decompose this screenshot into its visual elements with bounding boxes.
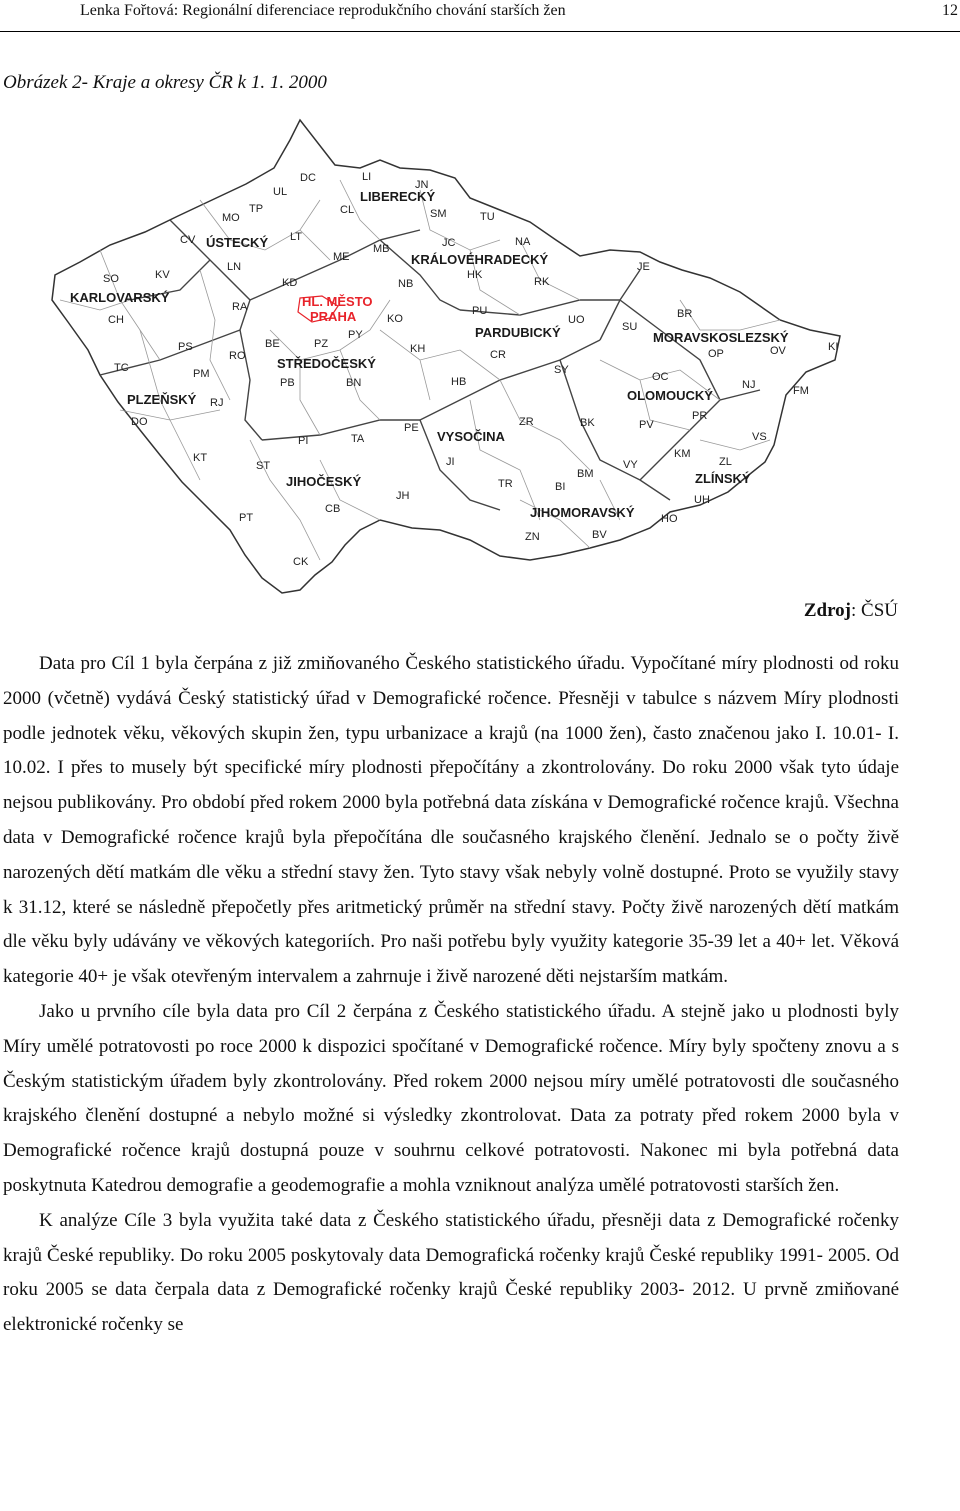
- district-label: SM: [430, 208, 447, 220]
- district-label: PU: [472, 305, 488, 317]
- district-label: ZN: [525, 531, 540, 543]
- region-label-ustecky: ÚSTECKÝ: [206, 235, 269, 250]
- district-label: CK: [293, 556, 309, 568]
- region-label-karlovarsky: KARLOVARSKÝ: [70, 290, 170, 305]
- district-label: ZL: [719, 456, 732, 468]
- district-label: HB: [451, 376, 467, 388]
- paragraph: Data pro Cíl 1 byla čerpána z již zmiňovaného Českého statistického úřadu. Vypočítané míry plodnosti od roku 2000 (včetně) vydává Český statistický úřad v Demografické ročence. Přesněji v tabulce s názvem Míry plodnosti podle jednotek věku, věkových skupin žen, typu urbanizace a krajů (na 1000 žen), často značenou jako I. 10.01- I. 10.02. I přes to musely být specifické míry plodnosti přepočítány a zkontrolovány. Do roku 2000 však tyto údaje nejsou publikovány. Pro období před rokem 2000 byla potřebná data získána v Demografické ročence krajů. Všechna data v Demografické ročence krajů byla přepočítána dle současného krajského členění. Jednalo se o počty živě narozených dětí matkám dle věku a střední stavy žen. Tyto stavy však nebyly volně dostupné. Proto se využily stavy k 31.12, které se následně přepočetly přes aritmetický průměr na střední stavy. Počty živě narozených dětí matkám dle věku byly udávány ve věkových kategoriích. Pro naši potřebu byly využity kategorie 35-39 let a 40+ let. Věková kategorie 40+ je však otevřeným intervalem a zahrnuje i živě narozené děti nejstarším matkám.: [3, 653, 899, 988]
- district-label: PB: [280, 377, 295, 389]
- district-label: PE: [404, 422, 419, 434]
- district-label: RJ: [210, 397, 224, 409]
- page-header: [0, 0, 960, 32]
- region-label-vysocina: VYSOČINA: [437, 429, 505, 444]
- district-label: KD: [282, 277, 298, 289]
- source-label: Zdroj: [803, 600, 851, 621]
- district-label: LN: [227, 261, 242, 273]
- region-label-zlinsky: ZLÍNSKÝ: [695, 471, 751, 486]
- district-label: PM: [193, 368, 210, 380]
- region-label-stredocesky: STŘEDOČESKÝ: [277, 356, 376, 371]
- regions-map: [40, 108, 920, 608]
- district-label: RA: [232, 301, 248, 313]
- district-label: JE: [637, 261, 650, 273]
- figure-caption: Obrázek 2- Kraje a okresy ČR k 1. 1. 2000: [3, 72, 327, 93]
- district-label: PR: [692, 410, 708, 422]
- region-label-hl-mesto: HL. MĚSTO: [302, 294, 373, 309]
- district-label: KM: [674, 448, 691, 460]
- region-label-moravskoslezsky: MORAVSKOSLEZSKÝ: [653, 330, 789, 345]
- region-label-jihocesky: JIHOČESKÝ: [286, 474, 362, 489]
- district-label: SO: [103, 273, 119, 285]
- district-label: DO: [131, 416, 148, 428]
- district-label: PS: [178, 341, 193, 353]
- district-label: BM: [577, 468, 594, 480]
- page-number: 12: [942, 2, 958, 19]
- source-value: : ČSÚ: [851, 600, 898, 621]
- header-title: Lenka Fořtová: Regionální diferenciace reprodukčního chování starších žen: [80, 2, 566, 19]
- district-label: SU: [622, 321, 638, 333]
- district-label: OP: [708, 348, 724, 360]
- district-label: ME: [333, 251, 350, 263]
- district-label: RO: [229, 350, 246, 362]
- region-label-jihomoravsky: JIHOMORAVSKÝ: [530, 505, 635, 520]
- district-label: PZ: [314, 338, 329, 350]
- figure-source: [804, 600, 898, 622]
- district-label: PI: [298, 435, 309, 447]
- district-label: TA: [351, 433, 365, 445]
- district-label: DC: [300, 172, 316, 184]
- district-label: JC: [442, 237, 456, 249]
- district-label: ZR: [519, 416, 534, 428]
- district-label: BE: [265, 338, 280, 350]
- district-label: VS: [752, 431, 767, 443]
- region-label-kralovehradecky: KRÁLOVÉHRADECKÝ: [411, 252, 549, 267]
- district-label: VY: [623, 459, 638, 471]
- district-label: UH: [694, 494, 710, 506]
- district-label: LT: [290, 231, 303, 243]
- district-label: NB: [398, 278, 414, 290]
- district-label: KI: [828, 341, 839, 353]
- district-label: KO: [387, 313, 403, 325]
- region-label-olomoucky: OLOMOUCKÝ: [627, 388, 713, 403]
- region-label-liberecky: LIBERECKÝ: [360, 189, 436, 204]
- district-label: CV: [180, 234, 196, 246]
- district-label: BV: [592, 529, 607, 541]
- district-label: LI: [362, 171, 372, 183]
- paragraph: K analýze Cíle 3 byla využita také data z Českého statistického úřadu, přesněji data z Demografické ročenky krajů České republiky. Do roku 2005 poskytovaly data Demografická ročenky krajů České republiky 1991- 2005. Od roku 2005 se data čerpala data z Demografické ročenky krajů České republiky 2003- 2012. U prvně zmiňované elektronické ročenky se: [3, 1209, 899, 1336]
- paragraph: Jako u prvního cíle byla data pro Cíl 2 čerpána z Českého statistického úřadu. A stejně jako u plodnosti byly Míry umělé potratovosti po roce 2000 k dispozici spočítané v Demografické ročence. Míry byly spočteny znovu a s Českým statistickým úřadem byly zkontrolovány. Před rokem 2000 nejsou míry umělé potratovosti dle současného krajského členění dostupné a nebylo možné si výsledky zkontrolovat. Data za potraty před rokem 2000 byla v Demografické ročence krajů dostupná pouze v souhrnu celkové potratovosti. Nakonec mi byla potřebná data poskytnuta Katedrou demografie a geodemografie a mohla vzniknout analýza umělé potratovosti starších žen.: [3, 1000, 899, 1196]
- district-label: RK: [534, 276, 550, 288]
- district-label: KV: [155, 269, 170, 281]
- district-label: OC: [652, 371, 669, 383]
- district-label: UO: [568, 314, 585, 326]
- district-label: PV: [639, 419, 654, 431]
- district-label: BI: [555, 481, 566, 493]
- district-label: PY: [348, 329, 363, 341]
- district-label: KT: [193, 452, 208, 464]
- region-label-pardubicky: PARDUBICKÝ: [475, 325, 561, 340]
- district-label: CR: [490, 349, 506, 361]
- district-label: ST: [256, 460, 271, 472]
- district-label: CB: [325, 503, 341, 515]
- district-label: BK: [580, 417, 595, 429]
- district-label: KH: [410, 343, 426, 355]
- district-label: HK: [467, 269, 483, 281]
- district-label: NA: [515, 236, 531, 248]
- district-label: OV: [770, 345, 786, 357]
- district-label: NJ: [742, 379, 756, 391]
- district-label: FM: [793, 385, 809, 397]
- district-label: TR: [498, 478, 513, 490]
- region-label-praha: PRAHA: [310, 309, 357, 324]
- district-label: BR: [677, 308, 693, 320]
- district-label: JN: [415, 179, 429, 191]
- district-label: JI: [446, 456, 455, 468]
- district-label: CH: [108, 314, 124, 326]
- district-label: UL: [273, 186, 288, 198]
- region-label-plzensky: PLZEŇSKÝ: [127, 392, 197, 407]
- district-label: TC: [114, 362, 129, 374]
- district-label: HO: [661, 513, 678, 525]
- body-text: [3, 647, 899, 1343]
- district-label: JH: [396, 490, 410, 502]
- district-label: MO: [222, 212, 240, 224]
- district-label: SY: [554, 364, 569, 376]
- district-label: PT: [239, 512, 254, 524]
- district-label: TU: [480, 211, 495, 223]
- district-label: BN: [346, 377, 362, 389]
- district-label: MB: [373, 243, 390, 255]
- district-label: CL: [340, 204, 355, 216]
- district-label: TP: [249, 203, 264, 215]
